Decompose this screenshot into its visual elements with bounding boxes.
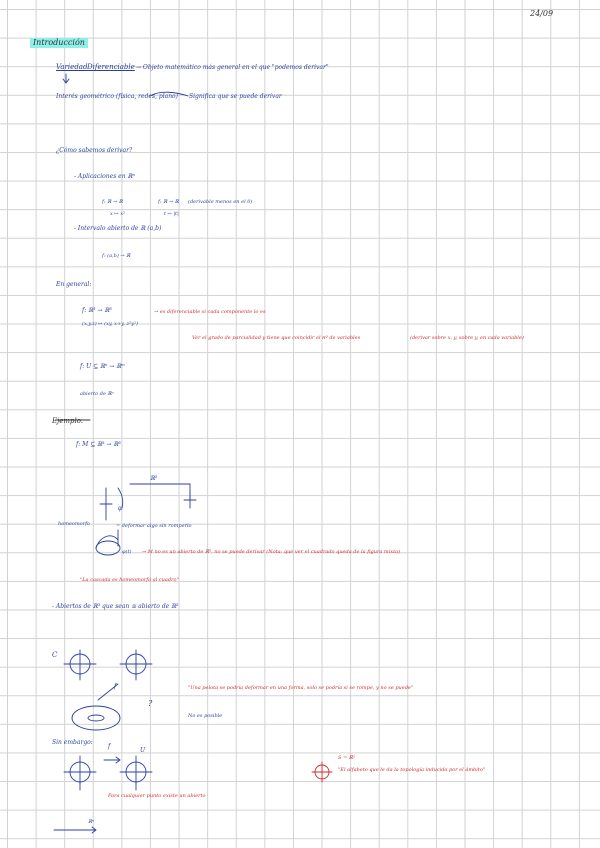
func1-def: f: ℝ → ℝ: [102, 199, 123, 205]
diagram1-label-phi: φ: [118, 505, 123, 512]
torus-hole: [88, 715, 104, 721]
func5-def: f: U ⊆ ℝⁿ → ℝᵐ: [80, 363, 125, 370]
grado-note: Ver el grado de parcialidad y tiene que coincidir el nº de variables: [192, 335, 361, 341]
abiertos-item: - Abiertos de ℝ³ que sean ≅ abierto de ℝ²: [52, 603, 179, 610]
diferenciable-term: Diferenciable: [87, 63, 135, 71]
cross-left: [64, 650, 96, 680]
axis-label: ℝⁿ: [88, 819, 95, 825]
diagram1-label-phi-t: φ(t): [122, 549, 132, 555]
pelota-note: "Una pelota se podría deformar en una forma, solo se podría si se rompe, y no se puede": [188, 685, 414, 691]
func4-map: (x,y,z) ↦ (xy, x+y, z²y²): [82, 321, 138, 327]
func4-def: f: ℝ³ → ℝ³: [82, 307, 112, 314]
func5-note: abierto de ℝⁿ: [80, 391, 114, 397]
en-general-heading: En general:: [56, 281, 92, 288]
cross-right: [120, 650, 152, 680]
abierto-note: Para cualquier punto existe un abierto: [108, 793, 206, 799]
cross-left-2: [64, 756, 96, 790]
interes-note: Interés geométrico (física, redes, plano): [56, 93, 179, 100]
diagram3-label-f: f: [108, 743, 111, 750]
alfabeto-note: "El alfabeto que le da la topología inducida por el ámbito": [338, 767, 486, 773]
disc-right-icon: [126, 654, 146, 674]
variedad-definition: → Objeto matemático más general en el que "podemos derivar": [136, 64, 329, 71]
bottom-axis-arrow: [54, 827, 96, 833]
question-heading: ¿Cómo sabemos derivar?: [56, 147, 133, 154]
grado-note-detail: (derivar sobre x, y, sobre y, en cada variable): [410, 335, 524, 341]
func1-map: x ↦ x²: [110, 211, 126, 217]
diagram1-label-r2: ℝ²: [150, 475, 158, 482]
homeomorfo-label: homeomorfo: [58, 521, 90, 527]
sin-embargo-heading: Sin embargo:: [52, 739, 93, 746]
axis-cross-right: [184, 492, 196, 508]
func2-def: f: ℝ → ℝ: [158, 199, 179, 205]
significa-note: Significa que se puede derivar: [189, 93, 282, 100]
diagram2-label-c: C: [52, 651, 58, 659]
deformar-note: = deformar algo sin romperlo: [116, 523, 192, 529]
diagram3-label-u: U: [140, 747, 146, 754]
disc-left-icon: [70, 654, 90, 674]
func6-def: f: M ⊆ ℝ³ → ℝ³: [76, 441, 121, 448]
axis-cross-left: [100, 488, 112, 520]
disc-right-2-icon: [126, 762, 146, 782]
disc-left-2-icon: [70, 762, 90, 782]
cross-right-2: [120, 756, 152, 790]
axis-top-connector: [130, 484, 190, 500]
page-date: 24/09: [530, 9, 554, 18]
s-r2-label: S = ℝ²: [338, 755, 355, 761]
variedad-term: Variedad: [56, 63, 88, 71]
func2-note: (derivable menos en el 0): [188, 199, 253, 205]
red-cross: [312, 762, 332, 782]
torus-ellipse: [72, 706, 120, 730]
down-arrow-icon: [63, 74, 69, 83]
aplicaciones-item: - Aplicaciones en ℝⁿ: [74, 173, 135, 180]
red-disc-icon: [315, 765, 329, 779]
no-abierto-note: → M no es un abierto de ℝ³, no se puede derivar (Nota: que ver el cuadrado queda de la figura mixta): [142, 549, 401, 555]
func2-map: t ↦ |t|: [164, 211, 179, 217]
diagram2-question-mark: ?: [148, 699, 153, 708]
diagram2-label-f: f: [114, 683, 117, 690]
page-title: Introducción: [30, 38, 88, 48]
abierto-item: - Intervalo abierto de ℝ (a,b): [74, 225, 162, 232]
no-es-posible-note: No es posible: [188, 713, 223, 719]
ejemplo-heading: Ejemplo:: [52, 417, 84, 425]
cone-arc: [96, 536, 118, 548]
cuadrado-note: "La cascada es homeomorfa al cuadro": [80, 577, 179, 583]
cone-base-ellipse: [96, 541, 120, 555]
diferenciable-note: → es diferenciable si cada componente lo es: [154, 309, 266, 315]
func3-def: f: (a,b) → ℝ: [102, 253, 131, 259]
arrow-right-icon: [104, 757, 120, 763]
